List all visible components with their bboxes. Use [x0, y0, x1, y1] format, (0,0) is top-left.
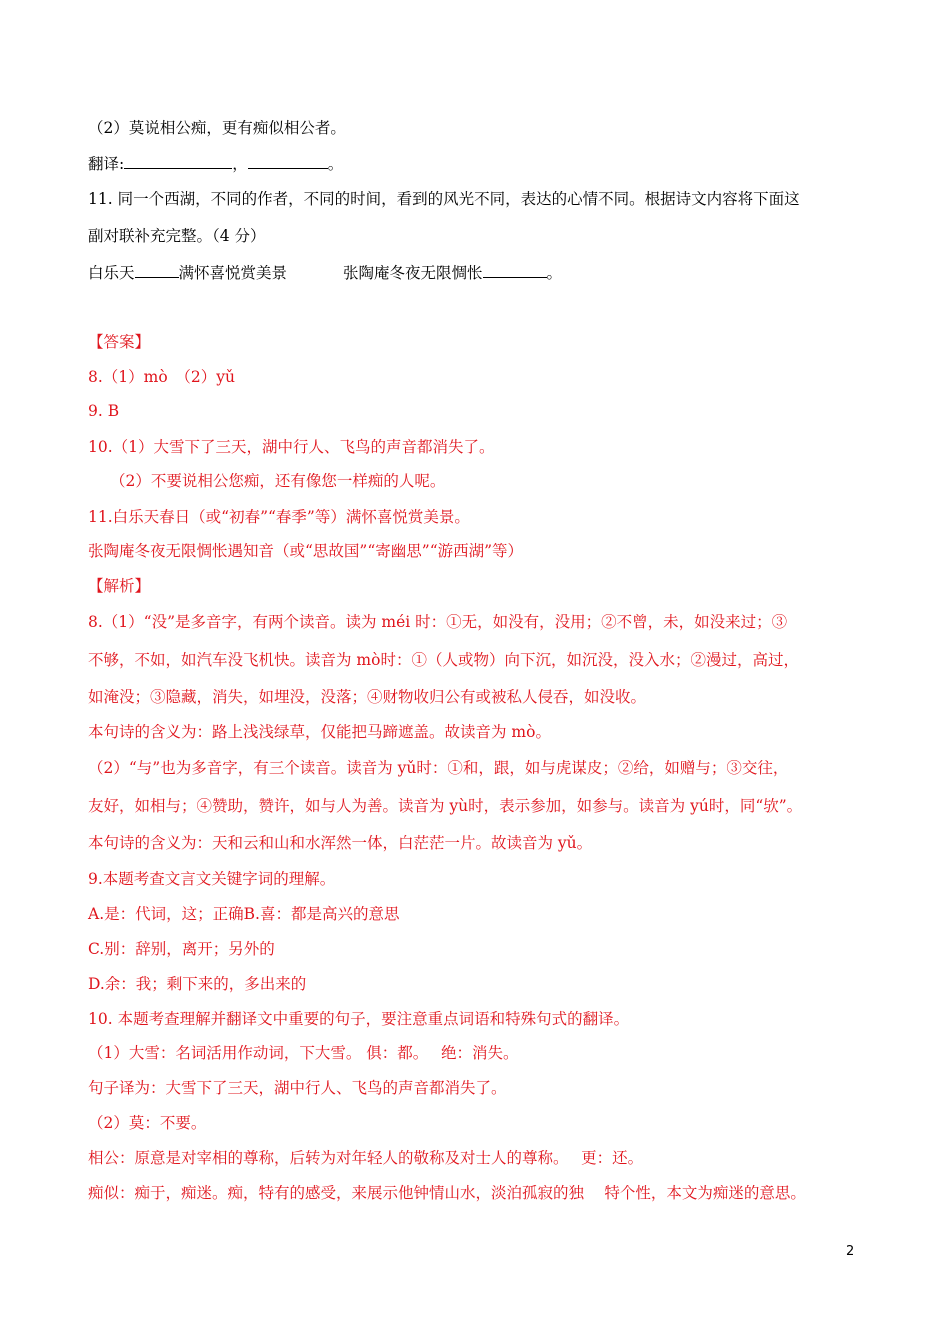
- analysis-line: D.余：我；剩下来的，多出来的: [88, 975, 307, 993]
- couplet-blank-1[interactable]: [135, 261, 179, 278]
- translation-blank-2[interactable]: [248, 152, 328, 169]
- answer-10-2: （2）不要说相公您痴，还有像您一样痴的人呢。: [110, 472, 446, 490]
- analysis-line: （2）莫：不要。: [88, 1114, 207, 1132]
- analysis-header: 【解析】: [88, 577, 151, 595]
- couplet-left-b: 满怀喜悦赏美景: [178, 264, 288, 282]
- answer-11-1: 11.白乐天春日（或“初春”“春季”等）满怀喜悦赏美景。: [88, 508, 470, 526]
- couplet-left-a: 白乐天: [88, 264, 135, 282]
- answer-10-1: 10.（1）大雪下了三天，湖中行人、飞鸟的声音都消失了。: [88, 438, 495, 456]
- translation-line: [88, 152, 890, 175]
- answer-11-2: 张陶庵冬夜无限惆怅遇知音（或“思故国”“寄幽思”“游西湖”等）: [88, 542, 524, 560]
- analysis-line: （2）“与”也为多音字，有三个读音。读音为 yǔ时：①和，跟，如与虎谋皮；②给，如赠与；③交往，: [88, 759, 789, 777]
- question-11-line-1: 11. 同一个西湖，不同的作者，不同的时间，看到的风光不同，表达的心情不同。根据诗文内容将下面这: [88, 190, 800, 208]
- analysis-line: 句子译为：大雪下了三天，湖中行人、飞鸟的声音都消失了。: [88, 1079, 507, 1097]
- translation-blank-1[interactable]: [124, 152, 232, 169]
- translate-end: 。: [327, 155, 344, 173]
- analysis-line: 友好，如相与；④赞助，赞许，如与人为善。读音为 yù时，表示参加，如参与。读音为 yú时，同“欤”。: [88, 797, 803, 815]
- question-11-line-2: 副对联补充完整。（4 分）: [88, 227, 266, 245]
- question-10-2: （2）莫说相公痴，更有痴似相公者。: [88, 119, 346, 137]
- couplet-right-a: 张陶庵冬夜无限惆怅: [343, 264, 483, 282]
- translate-label: 翻译:: [88, 155, 125, 173]
- analysis-line: 本句诗的含义为：天和云和山和水浑然一体，白茫茫一片。故读音为 yǔ。: [88, 834, 593, 852]
- analysis-line: C.别：辞别，离开；另外的: [88, 940, 275, 958]
- analysis-line: 8.（1）“没”是多音字，有两个读音。读为 méi 时：①无，如没有，没用；②不曾，未，如没来过；③: [88, 613, 788, 631]
- page-number: 2: [846, 1244, 855, 1259]
- answer-9: 9. B: [88, 402, 120, 420]
- analysis-line: 如淹没；③隐藏，消失，如埋没，没落；④财物收归公有或被私人侵吞，如没收。: [88, 688, 647, 706]
- analysis-line: 痴似：痴于，痴迷。痴，特有的感受，来展示他钟情山水，淡泊孤寂的独 特个性，本文为痴迷的意思。: [88, 1184, 806, 1202]
- couplet-blank-2[interactable]: [483, 261, 547, 278]
- analysis-line: 本句诗的含义为：路上浅浅绿草，仅能把马蹄遮盖。故读音为 mò。: [88, 723, 551, 741]
- couplet-line: [88, 261, 890, 284]
- analysis-line: 不够，不如，如汽车没飞机快。读音为 mò时：①（人或物）向下沉，如沉没，没入水；②漫过，高过，: [88, 651, 799, 669]
- analysis-line: （1）大雪：名词活用作动词，下大雪。 俱：都。 绝：消失。: [88, 1044, 519, 1062]
- answer-header: 【答案】: [88, 333, 151, 351]
- translate-separator: ，: [232, 155, 248, 173]
- couplet-right-end: 。: [546, 264, 563, 282]
- analysis-line: A.是：代词，这；正确B.喜：都是高兴的意思: [88, 905, 400, 923]
- analysis-line: 相公：原意是对宰相的尊称，后转为对年轻人的敬称及对士人的尊称。 更：还。: [88, 1149, 644, 1167]
- answer-8: 8.（1）mò （2）yǔ: [88, 368, 236, 386]
- analysis-line: 9.本题考查文言文关键字词的理解。: [88, 870, 336, 888]
- analysis-line: 10. 本题考查理解并翻译文中重要的句子，要注意重点词语和特殊句式的翻译。: [88, 1010, 630, 1028]
